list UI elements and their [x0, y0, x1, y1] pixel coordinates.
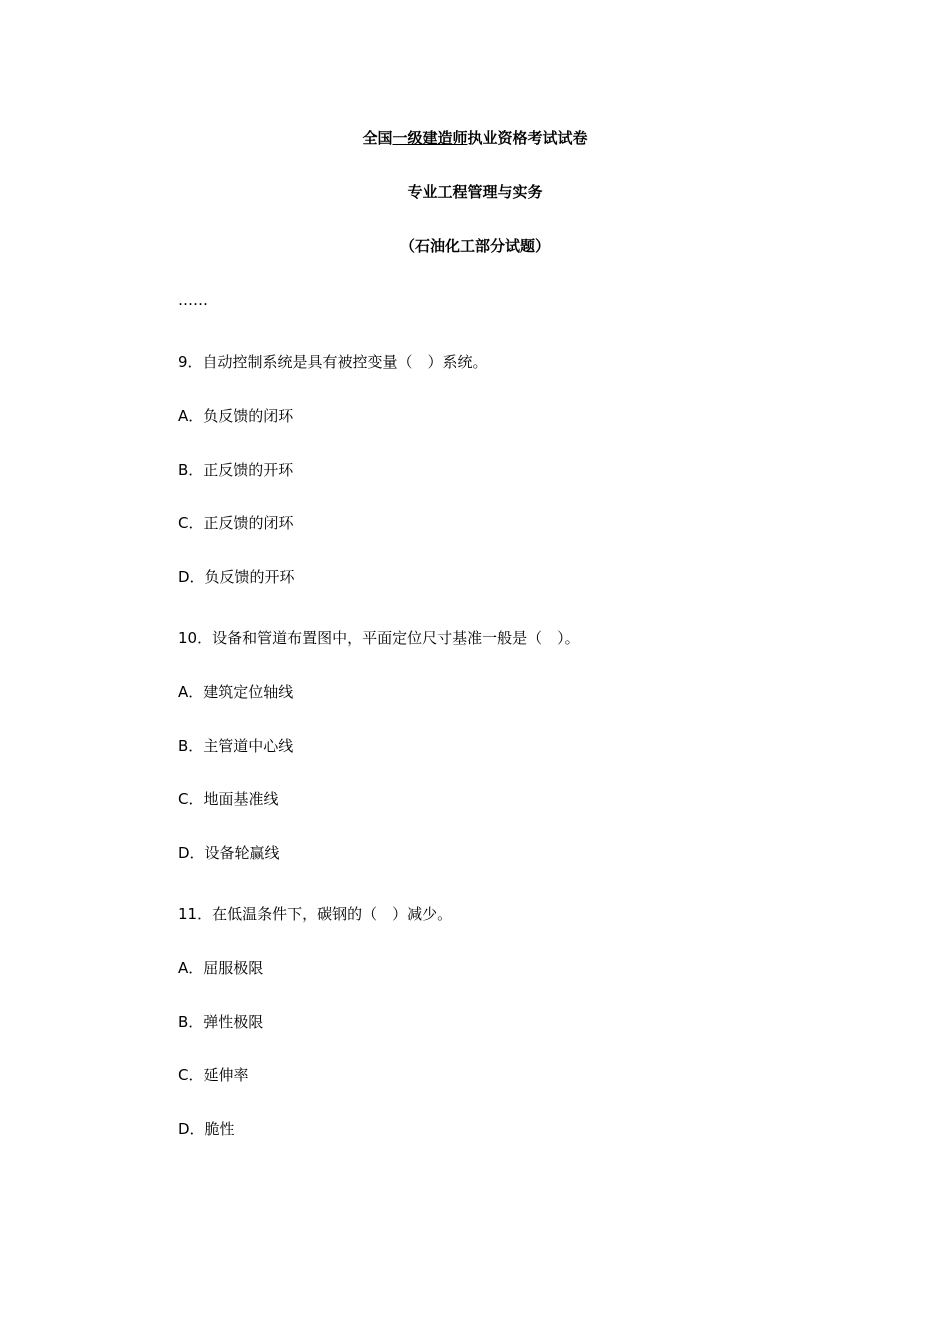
question-stem: 10．设备和管道布置图中，平面定位尺寸基准一般是（ ）。: [178, 629, 580, 647]
question-option: A．建筑定位轴线: [178, 683, 294, 701]
question-option: C．地面基准线: [178, 790, 279, 808]
page-title: [0, 128, 950, 148]
title-suffix: 执业资格考试试卷: [467, 129, 588, 147]
question-option: C．延伸率: [178, 1066, 249, 1084]
question-stem: 9．自动控制系统是具有被控变量（ ）系统。: [178, 353, 488, 371]
section-title: （石油化工部分试题）: [399, 237, 550, 255]
ellipsis: ……: [178, 291, 208, 309]
page-subtitle: 专业工程管理与实务: [407, 183, 543, 201]
question-option: B．主管道中心线: [178, 737, 294, 755]
title-prefix: 全国: [362, 129, 393, 147]
question-option: A．屈服极限: [178, 959, 264, 977]
title-underlined: 一级建造师: [392, 129, 468, 147]
question-option: B．正反馈的开环: [178, 461, 294, 479]
question-option: B．弹性极限: [178, 1013, 264, 1031]
question-option: A．负反馈的闭环: [178, 407, 294, 425]
question-stem: 11．在低温条件下，碳钢的（ ）减少。: [178, 905, 453, 923]
question-option: D．设备轮赢线: [178, 844, 280, 862]
question-option: C．正反馈的闭环: [178, 514, 294, 532]
question-option: D．脆性: [178, 1120, 235, 1138]
question-option: D．负反馈的开环: [178, 568, 295, 586]
